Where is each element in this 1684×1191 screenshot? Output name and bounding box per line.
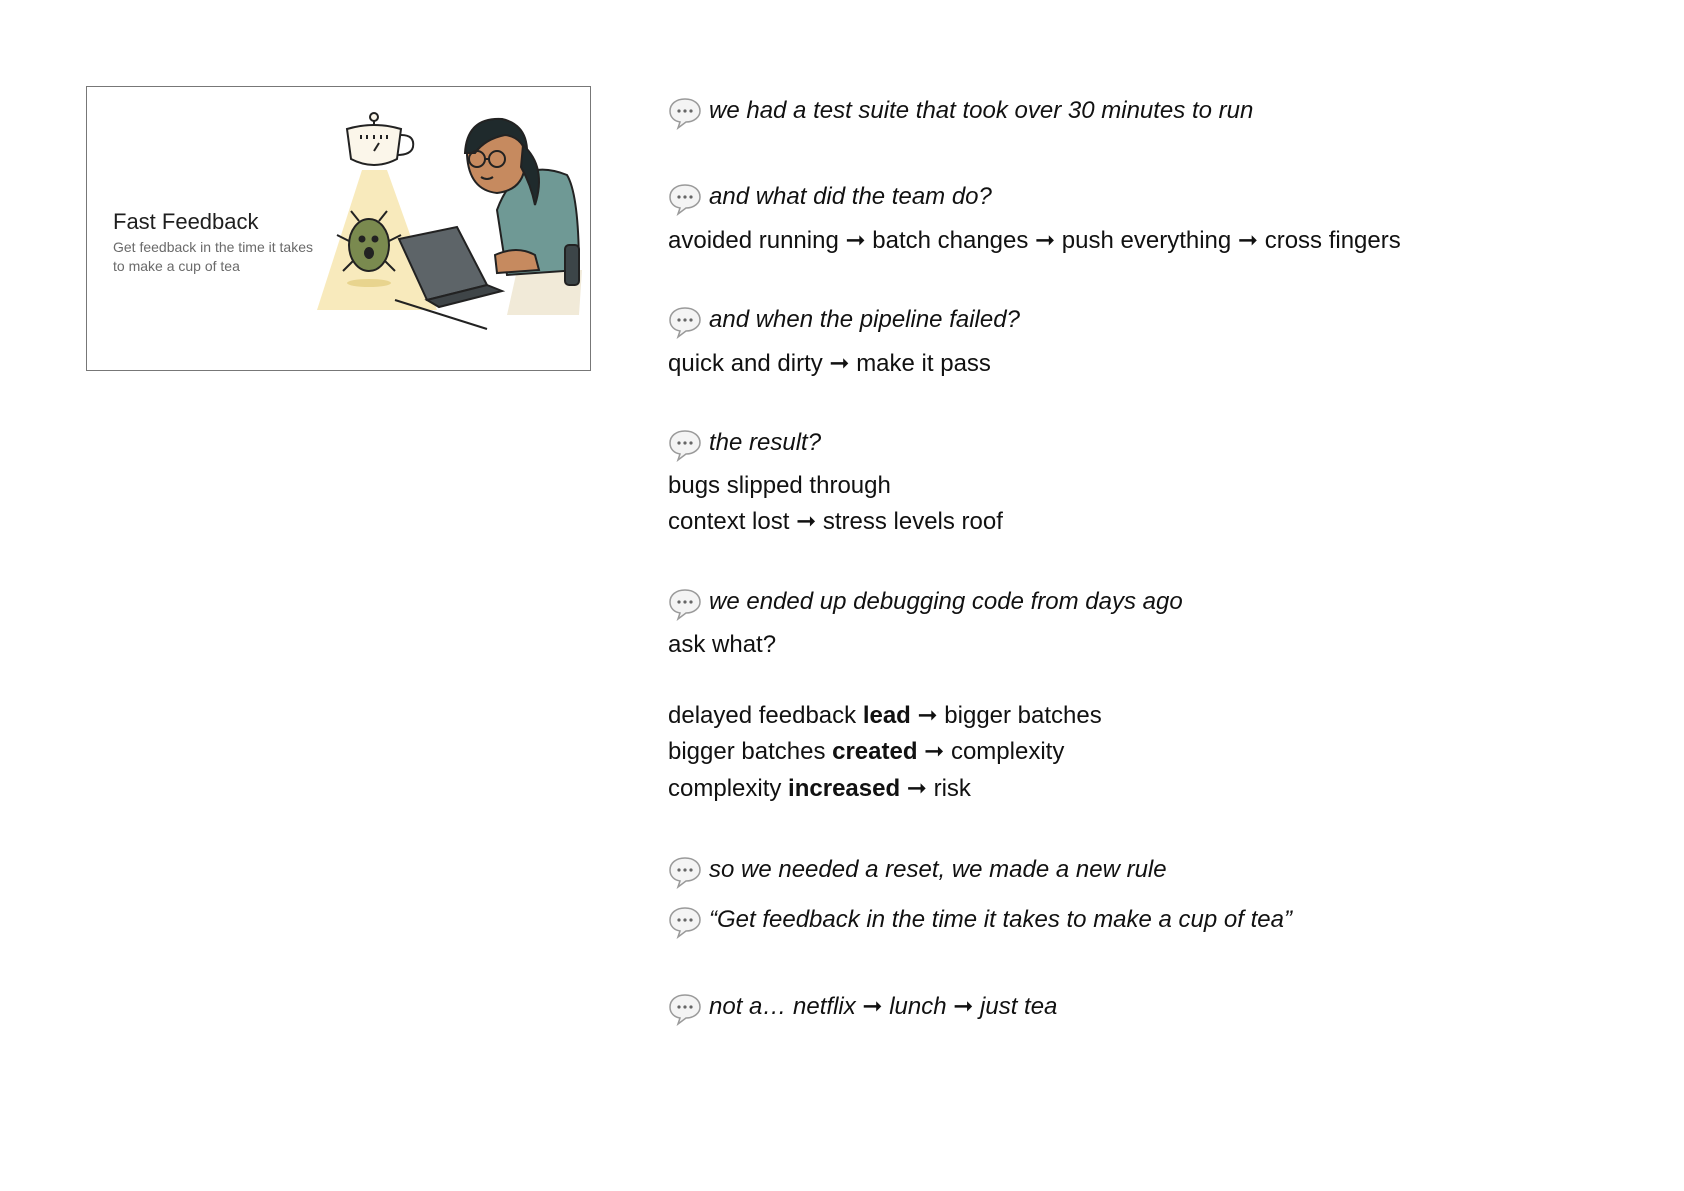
speech-bubble-icon: [668, 905, 702, 939]
chain-text: ➞ complexity: [917, 738, 1065, 765]
note-question: [668, 855, 1167, 885]
note-answer: avoided running ➞ batch changes ➞ push everything ➞ cross fingers: [668, 227, 1401, 254]
note-question: [668, 182, 992, 212]
note-question: [668, 305, 1020, 335]
chain-bold: lead: [862, 702, 911, 729]
note-chain: [668, 701, 1102, 731]
slide-thumbnail: [86, 86, 591, 371]
note-question-text: not a… netflix ➞ lunch ➞ just tea: [709, 993, 1058, 1020]
chain-text: delayed feedback: [668, 702, 863, 729]
person-laptop-icon: [465, 119, 579, 285]
note-answer: quick and dirty ➞ make it pass: [668, 350, 991, 377]
teacup-timer-icon: [347, 113, 413, 165]
chain-text: complexity: [668, 775, 789, 802]
speech-bubble-icon: [668, 305, 702, 339]
note-question-text: so we needed a reset, we made a new rule: [709, 856, 1167, 883]
note-question-text: “Get feedback in the time it takes to make a cup of tea”: [709, 906, 1292, 933]
speech-bubble-icon: [668, 992, 702, 1026]
chain-text: bigger batches: [668, 738, 833, 765]
note-answer: ask what?: [668, 631, 777, 658]
speech-bubble-icon: [668, 587, 702, 621]
speech-bubble-icon: [668, 428, 702, 462]
slide-illustration: [317, 95, 587, 365]
speech-bubble-icon: [668, 855, 702, 889]
note-question: [668, 428, 821, 458]
note-question: [668, 905, 1292, 935]
note-question: [668, 96, 1253, 126]
chain-text: ➞ risk: [900, 775, 971, 802]
chain-text: ➞ bigger batches: [910, 702, 1102, 729]
note-question-text: we ended up debugging code from days ago: [709, 588, 1183, 615]
note-chain: [668, 774, 971, 804]
note-answer: context lost ➞ stress levels roof: [668, 508, 1003, 535]
slide-subtitle: Get feedback in the time it takes to make a cup of tea: [113, 239, 313, 274]
note-question-text: we had a test suite that took over 30 minutes to run: [709, 97, 1254, 124]
speech-bubble-icon: [668, 96, 702, 130]
chain-bold: created: [832, 738, 918, 765]
note-question-text: and when the pipeline failed?: [709, 306, 1020, 333]
slide-title: Fast Feedback: [113, 209, 259, 234]
speech-bubble-icon: [668, 182, 702, 216]
note-answer: bugs slipped through: [668, 472, 891, 499]
note-question-text: and what did the team do?: [709, 183, 992, 210]
note-question: [668, 992, 1057, 1022]
chain-bold: increased: [788, 775, 901, 802]
note-question-text: the result?: [709, 429, 822, 456]
note-chain: [668, 737, 1064, 767]
note-question: [668, 587, 1183, 617]
